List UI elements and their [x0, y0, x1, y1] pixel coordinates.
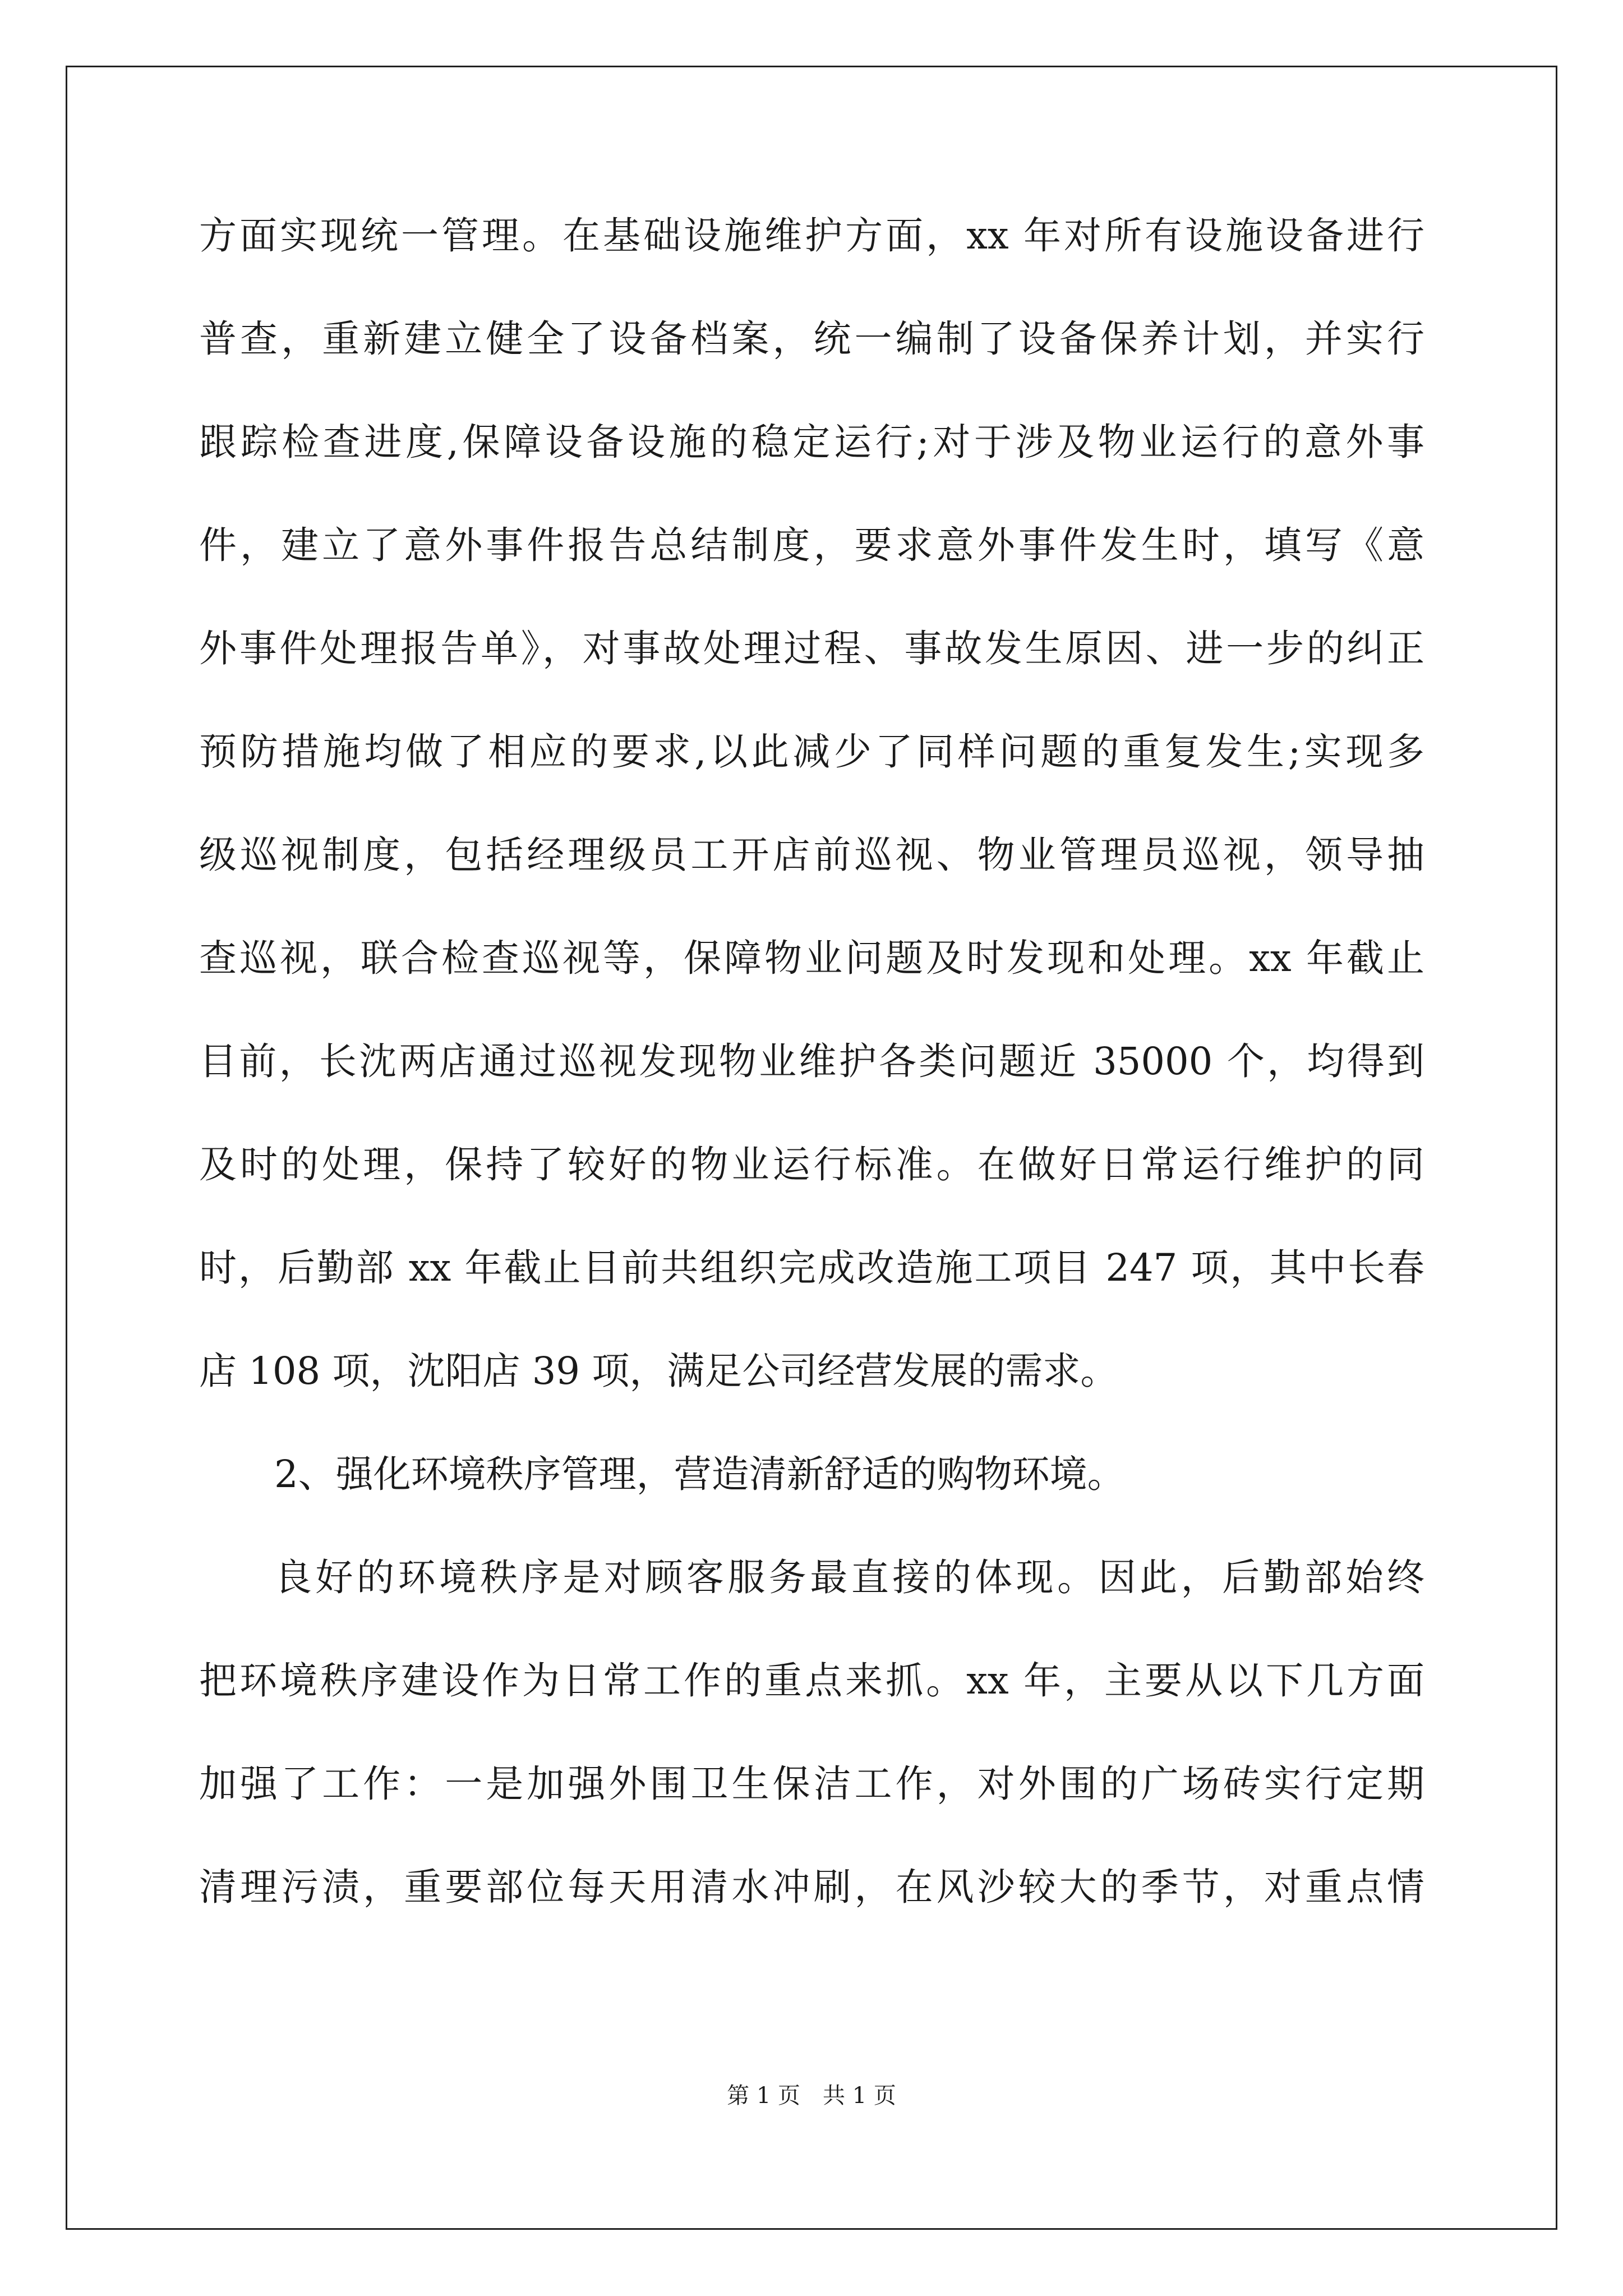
text-line: 方面实现统一管理。在基础设施维护方面，xx 年对所有设施设备进行 — [199, 214, 1424, 257]
text-line: 预防措施均做了相应的要求,以此减少了同样问题的重复发生;实现多 — [199, 730, 1424, 774]
text-line: 跟踪检查进度,保障设备设施的稳定运行;对于涉及物业运行的意外事 — [199, 420, 1424, 464]
text-line: 及时的处理，保持了较好的物业运行标准。在做好日常运行维护的同 — [199, 1143, 1424, 1186]
page-total: 共 1 页 — [823, 2083, 896, 2109]
text-line: 查巡视，联合检查巡视等，保障物业问题及时发现和处理。xx 年截止 — [199, 936, 1424, 980]
section-heading: 2、强化环境秩序管理，营造清新舒适的购物环境。 — [274, 1452, 1125, 1496]
text-line: 级巡视制度，包括经理级员工开店前巡视、物业管理员巡视，领导抽 — [199, 833, 1424, 877]
text-line: 清理污渍，重要部位每天用清水冲刷，在风沙较大的季节，对重点情 — [199, 1865, 1424, 1909]
text-line: 普查，重新建立健全了设备档案，统一编制了设备保养计划，并实行 — [199, 317, 1424, 361]
paragraph-end-line: 店 108 项，沈阳店 39 项，满足公司经营发展的需求。 — [199, 1349, 1118, 1393]
text-line: 把环境秩序建设作为日常工作的重点来抓。xx 年，主要从以下几方面 — [199, 1659, 1424, 1703]
page-number: 第 1 页 — [727, 2083, 800, 2109]
paragraph-first-line: 良好的环境秩序是对顾客服务最直接的体现。因此，后勤部始终 — [274, 1556, 1424, 1599]
text-line: 外事件处理报告单》，对事故处理过程、事故发生原因、进一步的纠正 — [199, 627, 1424, 670]
text-line: 件，建立了意外事件报告总结制度，要求意外事件发生时，填写《意 — [199, 523, 1424, 567]
text-line: 目前，长沈两店通过巡视发现物业维护各类问题近 35000 个，均得到 — [199, 1039, 1424, 1083]
page-footer — [0, 2078, 1623, 2110]
text-line: 时，后勤部 xx 年截止目前共组织完成改造施工项目 247 项，其中长春 — [199, 1246, 1424, 1290]
document-body — [199, 208, 1424, 1962]
text-line: 加强了工作：一是加强外围卫生保洁工作，对外围的广场砖实行定期 — [199, 1762, 1424, 1806]
